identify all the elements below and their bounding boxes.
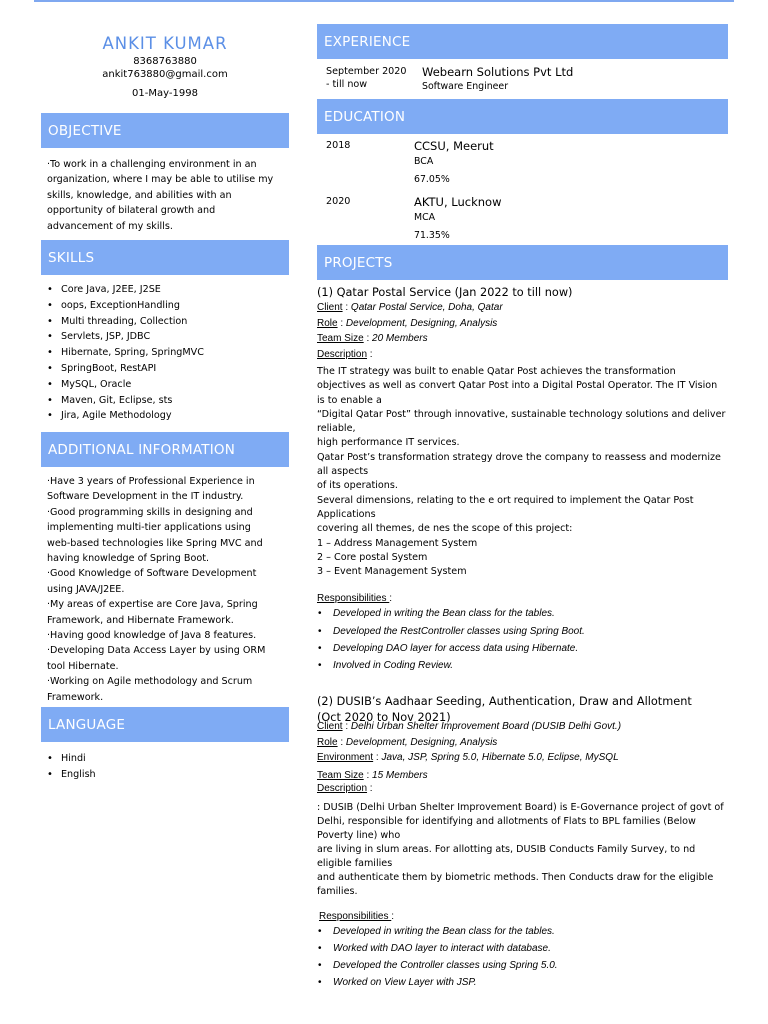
environment-value: Java, JSP, Spring 5.0, Hibernate 5.0, Eclipse, MySQL <box>381 751 619 763</box>
description-line: are living in slum areas. For allotting ats, DUSIB Conducts Family Survey, to nd <box>317 843 696 855</box>
phone-number: 8368763880 <box>133 56 197 67</box>
description-line: high performance IT services. <box>317 437 460 449</box>
description-line: Several dimensions, relating to the e ort required to implement the Qatar Post <box>317 494 694 506</box>
skill-item: • SpringBoot, RestAPI <box>47 361 204 377</box>
description-line: Poverty line) who <box>317 829 401 841</box>
description-line: 1 – Address Management System <box>317 537 478 549</box>
language-item: • Hindi <box>47 751 96 767</box>
description-line: Qatar Post’s transformation strategy drove the company to reassess and modernize <box>317 451 721 463</box>
project-description-label: Description : <box>317 348 373 360</box>
additional-line: Software Development in the IT industry. <box>47 491 244 503</box>
additional-line: ·Working on Agile methodology and Scrum <box>47 676 253 688</box>
description-line: covering all themes, de nes the scope of this project: <box>317 523 573 535</box>
experience-period-start: September 2020 <box>326 66 407 77</box>
additional-line: ·Developing Data Access Layer by using ORM <box>47 645 266 657</box>
skills-list <box>47 282 204 424</box>
additional-line: ·Good Knowledge of Software Development <box>47 568 257 580</box>
description-line: Delhi, responsible for identifying and allotments of Flats to BPL families (Below <box>317 815 696 827</box>
responsibility-item: • Involved in Coding Review. <box>317 657 728 674</box>
objective-text <box>47 157 283 234</box>
description-line: 2 – Core postal System <box>317 551 428 563</box>
projects-header: PROJECTS <box>317 245 728 280</box>
additional-line: Framework, and Hibernate Framework. <box>47 614 234 626</box>
objective-line: organization, where I may be able to utilise my <box>47 174 274 186</box>
project-environment: Environment : Java, JSP, Spring 5.0, Hibernate 5.0, Eclipse, MySQL <box>317 751 619 763</box>
skill-item: • Maven, Git, Eclipse, sts <box>47 393 204 409</box>
objective-line: advancement of my skills. <box>47 220 173 232</box>
skill-item: • Multi threading, Collection <box>47 314 204 330</box>
project-team-size: Team Size : 15 Members <box>317 769 428 781</box>
experience-period <box>326 65 416 91</box>
additional-info-text <box>47 474 283 705</box>
experience-period-end: - till now <box>326 79 368 90</box>
education-details <box>414 139 494 187</box>
description-line: is to enable a <box>317 394 382 406</box>
responsibility-item: • Worked with DAO layer to interact with database. <box>317 940 728 957</box>
objective-line: ·To work in a challenging environment in an <box>47 159 257 170</box>
experience-details <box>422 65 573 93</box>
description-line: “Digital Qatar Post” through innovative, sustainable technology solutions and deliver <box>317 408 726 420</box>
responsibility-item: • Developed in writing the Bean class for the tables. <box>317 923 728 940</box>
project-title: (1) Qatar Postal Service (Jan 2022 to till now) <box>317 286 573 299</box>
project-role: Role : Development, Designing, Analysis <box>317 317 498 329</box>
skills-header: SKILLS <box>41 240 289 275</box>
project-2 <box>317 694 728 991</box>
description-line: The IT strategy was built to enable Qatar Post achieves the transformation <box>317 366 676 377</box>
project-1 <box>317 285 728 675</box>
team-size-value: 20 Members <box>372 333 428 344</box>
additional-line: web-based technologies like Spring MVC and <box>47 537 263 549</box>
additional-line: implementing multi-tier applications using <box>47 522 251 534</box>
responsibility-item: • Worked on View Layer with JSP. <box>317 974 728 991</box>
project-client: Client : Qatar Postal Service, Doha, Qatar <box>317 302 503 313</box>
project-team-size: Team Size : 20 Members <box>317 333 428 344</box>
objective-line: opportunity of bilateral growth and <box>47 205 216 217</box>
description-line: 3 – Event Management System <box>317 566 467 578</box>
project-description <box>317 801 728 900</box>
description-line: reliable, <box>317 423 356 435</box>
role-value: Development, Designing, Analysis <box>345 736 498 748</box>
language-item: • English <box>47 767 96 783</box>
responsibilities-label: Responsibilities : <box>317 593 393 605</box>
role-label: Role <box>317 317 338 329</box>
skill-item: • oops, ExceptionHandling <box>47 298 204 314</box>
responsibilities-label: Responsibilities : <box>319 911 395 923</box>
skill-item: • Core Java, J2EE, J2SE <box>47 282 204 298</box>
additional-info-header: ADDITIONAL INFORMATION <box>41 432 289 467</box>
education-degree: BCA <box>414 156 434 167</box>
additional-line: ·Have 3 years of Professional Experience in <box>47 476 255 487</box>
responsibility-item: • Developing DAO layer for access data using Hibernate. <box>317 640 728 657</box>
responsibilities-list <box>317 923 728 991</box>
client-label: Client <box>317 302 343 313</box>
responsibility-item: • Developed in writing the Bean class for the tables. <box>317 605 728 622</box>
description-line: eligible families <box>317 857 393 869</box>
environment-label: Environment <box>317 751 374 763</box>
additional-line: ·My areas of expertise are Core Java, Spring <box>47 599 258 611</box>
education-score: 67.05% <box>414 174 450 185</box>
project-client: Client : Delhi Urban Shelter Improvement Board (DUSIB Delhi Govt.) <box>317 721 622 732</box>
responsibility-item: • Developed the RestController classes using Spring Boot. <box>317 623 728 640</box>
education-details <box>414 195 501 243</box>
job-role: Software Engineer <box>422 81 509 92</box>
date-of-birth: 01-May-1998 <box>132 88 198 99</box>
education-institute: CCSU, Meerut <box>414 139 494 153</box>
team-size-label: Team Size <box>317 333 364 344</box>
role-value: Development, Designing, Analysis <box>345 317 498 329</box>
description-line: : DUSIB (Delhi Urban Shelter Improvement Board) is E-Governance project of govt of <box>317 801 724 813</box>
responsibility-item: • Developed the Controller classes using Spring 5.0. <box>317 957 728 974</box>
role-label: Role <box>317 736 338 748</box>
education-degree: MCA <box>414 212 436 223</box>
skill-item: • Servlets, JSP, JDBC <box>47 329 204 345</box>
additional-line: ·Good programming skills in designing and <box>47 506 253 518</box>
additional-line: ·Having good knowledge of Java 8 features. <box>47 630 257 642</box>
client-label: Client <box>317 721 343 732</box>
description-line: of its operations. <box>317 480 398 492</box>
education-header: EDUCATION <box>317 99 728 134</box>
additional-line: tool Hibernate. <box>47 660 119 672</box>
description-line: families. <box>317 886 358 898</box>
objective-header: OBJECTIVE <box>41 113 289 148</box>
client-value: Qatar Postal Service, Doha, Qatar <box>350 302 503 313</box>
additional-line: Framework. <box>47 691 104 703</box>
education-year: 2018 <box>326 140 351 151</box>
additional-line: using JAVA/J2EE. <box>47 583 125 595</box>
team-size-label: Team Size <box>317 769 364 781</box>
skill-item: • Jira, Agile Methodology <box>47 408 204 424</box>
objective-line: skills, knowledge, and abilities with an <box>47 189 232 201</box>
project-title-line: (Oct 2020 to Nov 2021) <box>317 711 451 724</box>
education-score: 71.35% <box>414 230 450 241</box>
description-line: all aspects <box>317 466 369 478</box>
description-line: Applications <box>317 508 376 520</box>
education-year: 2020 <box>326 196 351 207</box>
email-address[interactable]: ankit763880@gmail.com <box>102 69 228 80</box>
project-title-line: (2) DUSIB’s Aadhaar Seeding, Authentication, Draw and Allotment <box>317 695 692 708</box>
additional-line: having knowledge of Spring Boot. <box>47 553 210 565</box>
project-description <box>317 365 728 579</box>
team-size-value: 15 Members <box>372 769 428 781</box>
company-name: Webearn Solutions Pvt Ltd <box>422 65 574 79</box>
skill-item: • Hibernate, Spring, SpringMVC <box>47 345 204 361</box>
project-role: Role : Development, Designing, Analysis <box>317 736 498 748</box>
candidate-name: ANKIT KUMAR <box>102 34 228 53</box>
language-list <box>47 751 96 783</box>
description-line: and authenticate them by biometric methods. Then Conducts draw for the eligible <box>317 871 714 883</box>
top-rule <box>34 0 734 2</box>
experience-header: EXPERIENCE <box>317 24 728 59</box>
skill-item: • MySQL, Oracle <box>47 377 204 393</box>
responsibilities-list <box>317 605 728 674</box>
project-description-label: Description : <box>317 782 373 794</box>
education-institute: AKTU, Lucknow <box>414 195 502 209</box>
language-header: LANGUAGE <box>41 707 289 742</box>
client-value: Delhi Urban Shelter Improvement Board (DUSIB Delhi Govt.) <box>350 721 622 732</box>
description-line: objectives as well as convert Qatar Post into a Digital Postal Operator. The IT Vision <box>317 380 718 392</box>
